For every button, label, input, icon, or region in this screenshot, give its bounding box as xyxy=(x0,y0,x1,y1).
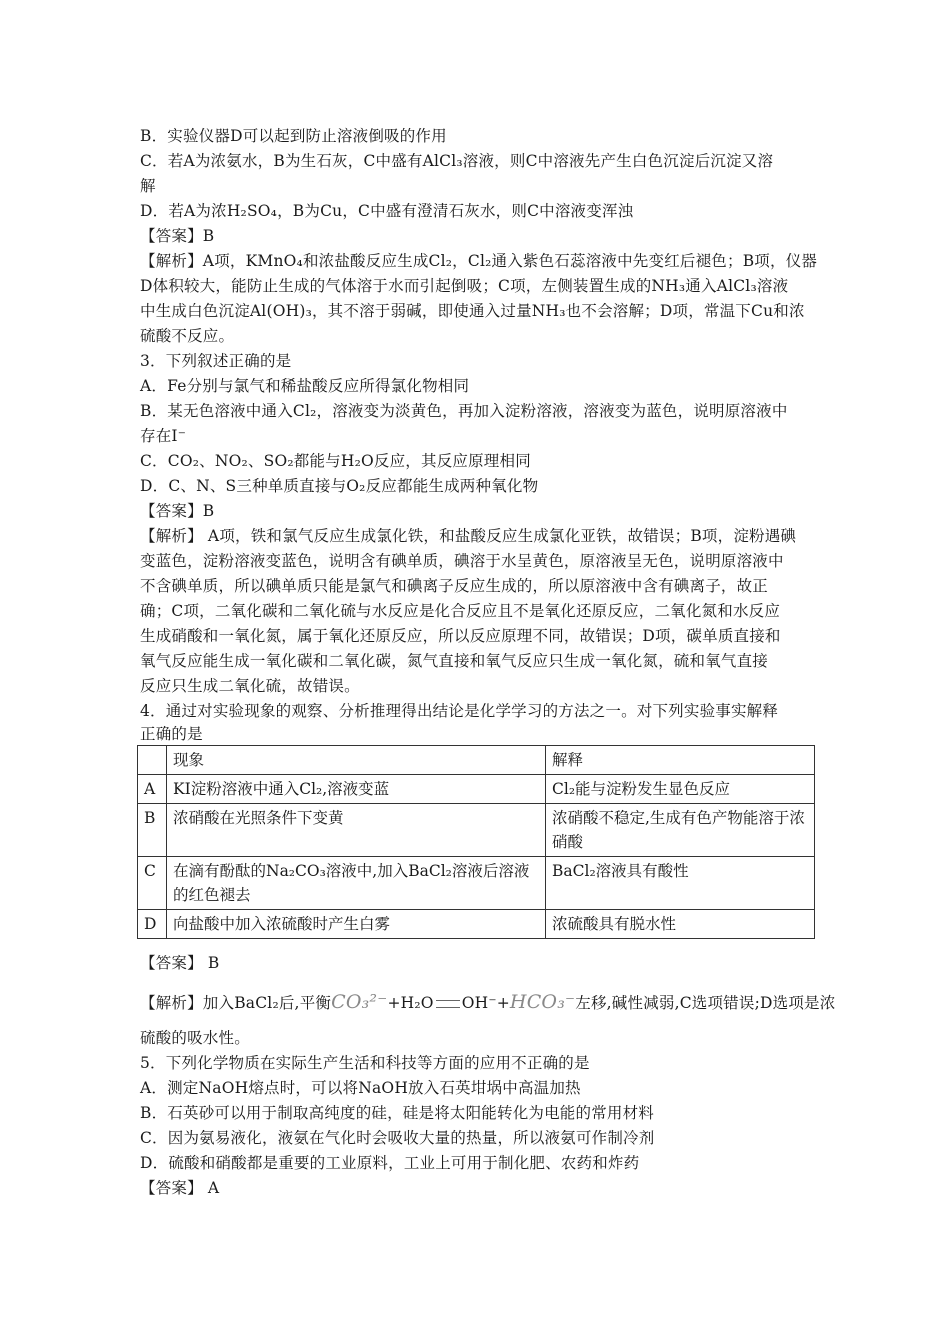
table-row xyxy=(138,775,815,804)
bicarbonate-ion-formula: HCO₃⁻ xyxy=(509,991,576,1013)
q2-explanation-line2: D体积较大，能防止生成的气体溶于水而引起倒吸；C项，左侧装置生成的NH₃通入AlCl₃溶液 xyxy=(140,277,789,295)
q5-stem: 5．下列化学物质在实际生产生活和科技等方面的应用不正确的是 xyxy=(140,1054,590,1072)
exp-suffix: 左移,碱性减弱,C选项错误;D选项是浓 xyxy=(575,994,836,1012)
table-header-row xyxy=(138,746,815,775)
row-phenomenon: KI淀粉溶液中通入Cl₂,溶液变蓝 xyxy=(167,775,546,804)
q2-explanation-line3: 中生成白色沉淀Al(OH)₃，其不溶于弱碱，即使通入过量NH₃也不会溶解；D项，常温下Cu和浓 xyxy=(140,302,805,320)
row-label: B xyxy=(138,804,167,857)
q5-answer: 【答案】 A xyxy=(140,1179,220,1197)
q2-explanation-line1: 【解析】A项，KMnO₄和浓盐酸反应生成Cl₂，Cl₂通入紫色石蕊溶液中先变红后褪色；B项，仪器 xyxy=(140,252,818,270)
q2-answer: 【答案】B xyxy=(140,227,215,245)
q2-option-b: B．实验仪器D可以起到防止溶液倒吸的作用 xyxy=(140,127,447,145)
carbonate-ion-formula: CO₃²⁻ xyxy=(331,991,388,1013)
row-phenomenon: 在滴有酚酞的Na₂CO₃溶液中,加入BaCl₂溶液后溶液的红色褪去 xyxy=(167,857,546,910)
q2-option-c-line2: 解 xyxy=(140,177,156,195)
row-phenomenon: 浓硝酸在光照条件下变黄 xyxy=(167,804,546,857)
q3-option-a: A．Fe分别与氯气和稀盐酸反应所得氯化物相同 xyxy=(140,377,470,395)
q5-option-d: D．硫酸和硝酸都是重要的工业原料，工业上可用于制化肥、农药和炸药 xyxy=(140,1154,640,1172)
q2-explanation-line4: 硫酸不反应。 xyxy=(140,327,235,345)
q4-stem-line2: 正确的是 xyxy=(140,725,203,743)
q3-explanation-line7: 反应只生成二氧化硫，故错误。 xyxy=(140,677,360,695)
q4-answer: 【答案】 B xyxy=(140,954,220,972)
table-header-cell: 现象 xyxy=(167,746,546,775)
row-label: A xyxy=(138,775,167,804)
row-label: C xyxy=(138,857,167,910)
row-label: D xyxy=(138,910,167,939)
q3-option-b-line2: 存在I⁻ xyxy=(140,427,187,445)
q3-explanation-line3: 不含碘单质，所以碘单质只能是氯气和碘离子反应生成的，所以原溶液中含有碘离子，故正 xyxy=(140,577,769,595)
table-row xyxy=(138,857,815,910)
q3-explanation-line2: 变蓝色，淀粉溶液变蓝色，说明含有碘单质，碘溶于水呈黄色，原溶液呈无色，说明原溶液中 xyxy=(140,552,784,570)
q3-answer: 【答案】B xyxy=(140,502,215,520)
q3-stem: 3．下列叙述正确的是 xyxy=(140,352,292,370)
hydroxide-term: OH⁻+ xyxy=(461,994,510,1012)
q4-explanation-line1 xyxy=(140,990,836,1016)
q3-option-b-line1: B．某无色溶液中通入Cl₂，溶液变为淡黄色，再加入淀粉溶液，溶液变为蓝色，说明原溶液中 xyxy=(140,402,788,420)
q5-option-c: C．因为氨易液化，液氨在气化时会吸收大量的热量，所以液氨可作制冷剂 xyxy=(140,1129,655,1147)
row-explanation: 浓硫酸具有脱水性 xyxy=(546,910,815,939)
q4-stem-line1: 4．通过对实验现象的观察、分析推理得出结论是化学学习的方法之一。对下列实验事实解释 xyxy=(140,702,779,720)
q3-option-d: D．C、N、S三种单质直接与O₂反应都能生成两种氧化物 xyxy=(140,477,539,495)
row-phenomenon: 向盐酸中加入浓硫酸时产生白雾 xyxy=(167,910,546,939)
q3-option-c: C．CO₂、NO₂、SO₂都能与H₂O反应，其反应原理相同 xyxy=(140,452,531,470)
equilibrium-arrow-icon xyxy=(436,1000,460,1008)
q3-explanation-line6: 氧气反应能生成一氧化碳和二氧化碳，氮气直接和氧气反应只生成一氧化氮，硫和氧气直接 xyxy=(140,652,769,670)
q3-explanation-line1: 【解析】 A项，铁和氯气反应生成氯化铁，和盐酸反应生成氯化亚铁，故错误；B项，淀粉遇碘 xyxy=(140,527,797,545)
q3-explanation-line5: 生成硝酸和一氧化氮，属于氧化还原反应，所以反应原理不同，故错误；D项，碳单质直接和 xyxy=(140,627,781,645)
row-explanation: Cl₂能与淀粉发生显色反应 xyxy=(546,775,815,804)
q5-option-a: A．测定NaOH熔点时，可以将NaOH放入石英坩埚中高温加热 xyxy=(140,1079,581,1097)
table-row xyxy=(138,910,815,939)
table-header-cell: 解释 xyxy=(546,746,815,775)
q4-table xyxy=(137,745,815,939)
exp-prefix: 【解析】加入BaCl₂后,平衡 xyxy=(140,994,332,1012)
row-explanation: 浓硝酸不稳定,生成有色产物能溶于浓硝酸 xyxy=(546,804,815,857)
row-explanation: BaCl₂溶液具有酸性 xyxy=(546,857,815,910)
q5-option-b: B．石英砂可以用于制取高纯度的硅，硅是将太阳能转化为电能的常用材料 xyxy=(140,1104,654,1122)
q2-option-c-line1: C．若A为浓氨水，B为生石灰，C中盛有AlCl₃溶液，则C中溶液先产生白色沉淀后沉淀又溶 xyxy=(140,152,774,170)
q2-option-d: D．若A为浓H₂SO₄，B为Cu，C中盛有澄清石灰水，则C中溶液变浑浊 xyxy=(140,202,634,220)
q3-explanation-line4: 确；C项，二氧化碳和二氧化硫与水反应是化合反应且不是氧化还原反应，二氧化氮和水反应 xyxy=(140,602,781,620)
water-term: +H₂O xyxy=(387,994,434,1012)
table-header-cell xyxy=(138,746,167,775)
q4-explanation-line2: 硫酸的吸水性。 xyxy=(140,1029,250,1047)
table-row xyxy=(138,804,815,857)
